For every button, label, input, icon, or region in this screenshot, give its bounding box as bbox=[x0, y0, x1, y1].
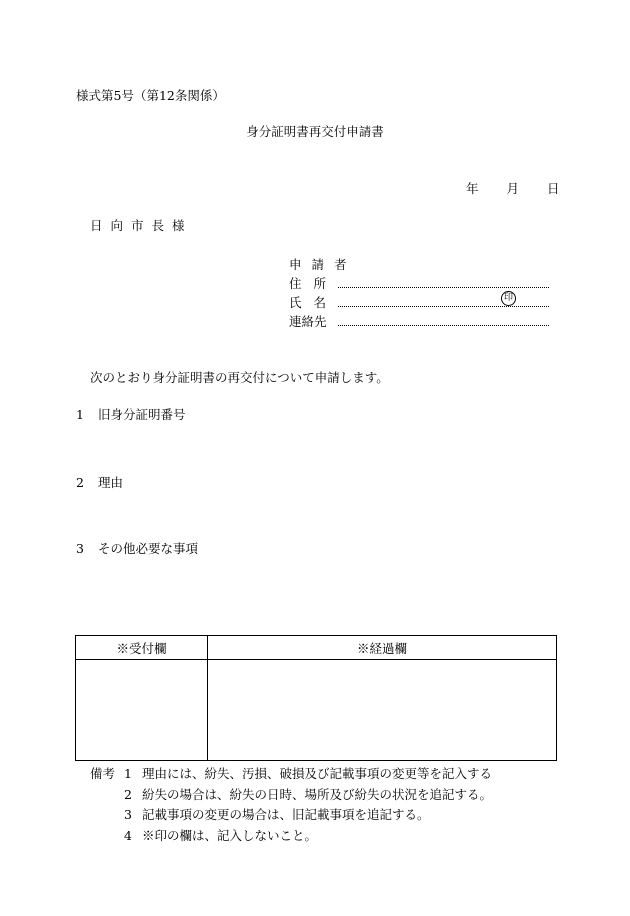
progress-cell bbox=[208, 660, 557, 761]
item-reason: 2 理由 bbox=[76, 475, 123, 490]
form-number: 様式第5号（第12条関係） bbox=[76, 88, 225, 103]
address-field[interactable] bbox=[338, 287, 549, 288]
name-field[interactable] bbox=[338, 306, 549, 307]
reception-cell bbox=[76, 660, 208, 761]
name-label: 氏名 bbox=[289, 295, 339, 310]
remark-item: 3 記載事項の変更の場合は、旧記載事項を追記する。 bbox=[124, 807, 430, 822]
remark-item: 備考 1 理由には、紛失、汚損、破損及び記載事項の変更等を記入する bbox=[90, 766, 493, 781]
item-old-id-number: 1 旧身分証明番号 bbox=[76, 407, 186, 422]
date-year-label: 年 bbox=[466, 181, 479, 196]
address-label: 住所 bbox=[289, 276, 339, 291]
contact-field[interactable] bbox=[338, 325, 549, 326]
date-row bbox=[466, 179, 560, 197]
remark-item: 4 ※印の欄は、記入しないこと。 bbox=[124, 827, 318, 843]
date-month-label: 月 bbox=[506, 181, 520, 196]
remark-item: 2 紛失の場合は、紛失の日時、場所及び紛失の状況を追記する。 bbox=[124, 786, 493, 802]
document-title: 身分証明書再交付申請書 bbox=[246, 124, 384, 139]
contact-label: 連絡先 bbox=[289, 314, 327, 329]
office-use-table bbox=[75, 635, 557, 761]
reception-column-header: ※受付欄 bbox=[76, 636, 208, 660]
addressee: 日向市長様 bbox=[90, 218, 193, 233]
seal-mark: 印 bbox=[501, 291, 516, 306]
remarks bbox=[90, 764, 492, 846]
item-other-matters: 3 その他必要な事項 bbox=[76, 541, 198, 556]
progress-column-header: ※経過欄 bbox=[208, 636, 557, 660]
applicant-heading: 申請者 bbox=[289, 257, 357, 272]
date-day-label: 日 bbox=[547, 181, 560, 196]
intro-text: 次のとおり身分証明書の再交付について申請します。 bbox=[90, 370, 389, 385]
